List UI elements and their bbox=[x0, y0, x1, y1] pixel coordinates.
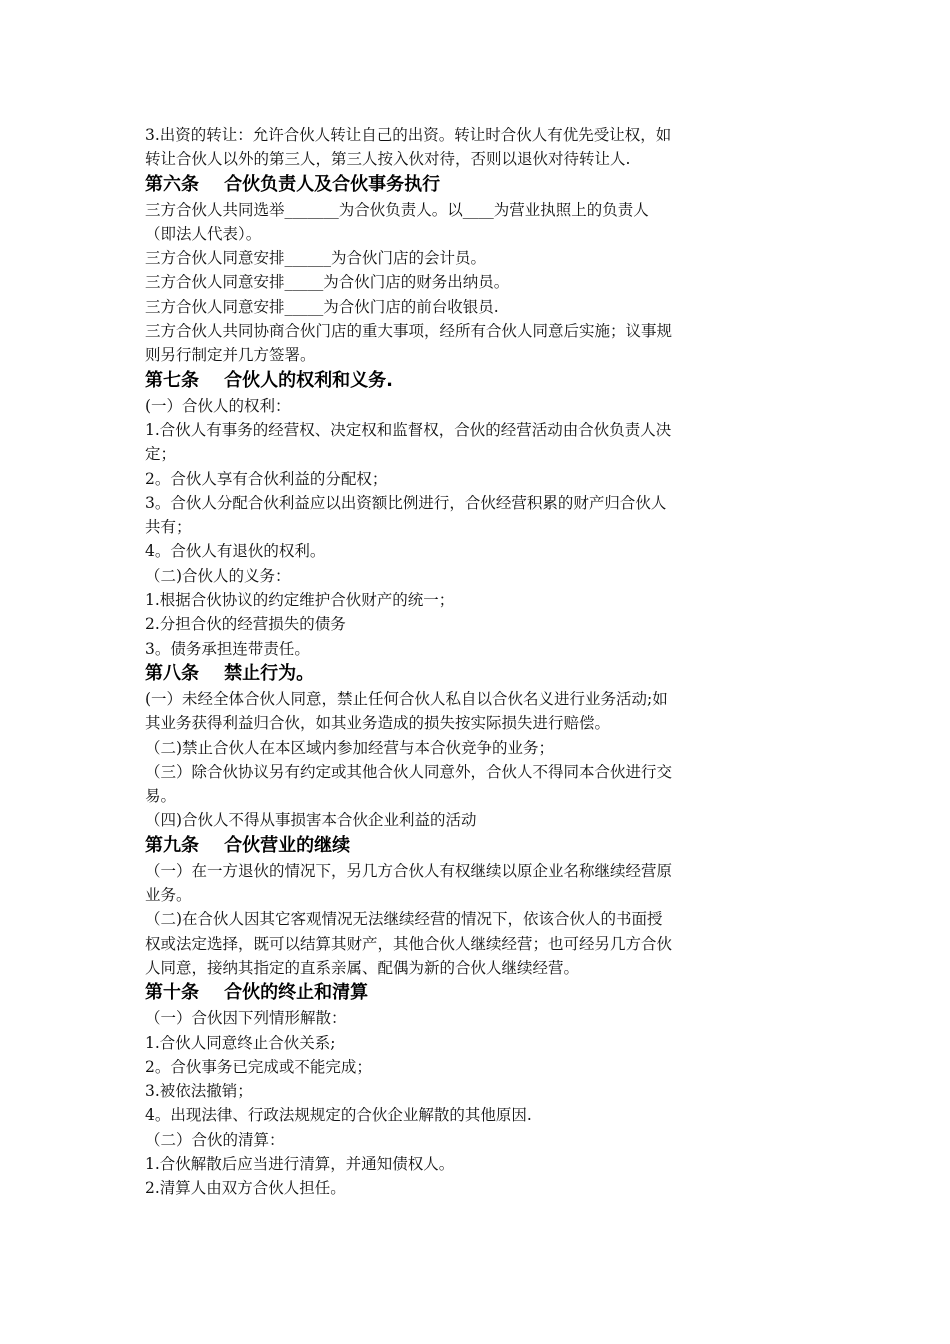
text-line: 2。合伙人享有合伙利益的分配权； bbox=[145, 469, 388, 488]
text-line: 3。合伙人分配合伙利益应以出资额比例进行，合伙经营积累的财产归合伙人 bbox=[145, 493, 667, 512]
text-line: 三方合伙人同意安排_____为合伙门店的财务出纳员。 bbox=[145, 273, 510, 292]
text-line: (一）合伙人的权利： bbox=[145, 396, 291, 415]
text-line: 三方合伙人同意安排_____为合伙门店的前台收银员. bbox=[145, 297, 499, 316]
text-line: 3。债务承担连带责任。 bbox=[145, 639, 310, 658]
section-heading: 第九条 合伙营业的继续 bbox=[145, 834, 351, 856]
text-line: 1.合伙人有事务的经营权、决定权和监督权，合伙的经营活动由合伙负责人决 bbox=[145, 420, 672, 439]
text-line: 2.清算人由双方合伙人担任。 bbox=[145, 1179, 346, 1198]
text-line: 其业务获得利益归合伙，如其业务造成的损失按实际损失进行赔偿。 bbox=[145, 714, 611, 733]
text-line: 业务。 bbox=[145, 886, 192, 905]
text-line: （二）合伙的清算： bbox=[145, 1130, 285, 1149]
text-line: 1.根据合伙协议的约定维护合伙财产的统一； bbox=[145, 591, 455, 610]
text-line: 1.合伙解散后应当进行清算，并通知债权人。 bbox=[145, 1154, 455, 1173]
text-line: 转让合伙人以外的第三人，第三人按入伙对待，否则以退伙对待转让人. bbox=[145, 150, 631, 169]
section-heading: 第八条 禁止行为。 bbox=[145, 662, 315, 684]
text-line: （三）除合伙协议另有约定或其他合伙人同意外，合伙人不得同本合伙进行交 bbox=[145, 762, 673, 781]
text-line: 3.被依法撤销； bbox=[145, 1082, 253, 1101]
text-line: 4。合伙人有退伙的权利。 bbox=[145, 542, 326, 561]
text-line: 三方合伙人共同选举_______为合伙负责人。以____为营业执照上的负责人 bbox=[145, 200, 649, 219]
section-heading: 第六条 合伙负责人及合伙事务执行 bbox=[145, 173, 441, 195]
text-line: 权或法定选择，既可以结算其财产，其他合伙人继续经营；也可经另几方合伙 bbox=[145, 934, 673, 953]
section-heading: 第十条 合伙的终止和清算 bbox=[145, 982, 369, 1004]
text-line: (一）未经全体合伙人同意，禁止任何合伙人私自以合伙名义进行业务活动;如 bbox=[145, 689, 668, 708]
text-line: 人同意，接纳其指定的直系亲属、配偶为新的合伙人继续经营。 bbox=[145, 958, 580, 977]
text-line: （一）在一方退伙的情况下，另几方合伙人有权继续以原企业名称继续经营原 bbox=[145, 861, 673, 880]
text-line: 3.出资的转让：允许合伙人转让自己的出资。转让时合伙人有优先受让权，如 bbox=[145, 126, 672, 144]
text-line: （二)禁止合伙人在本区域内参加经营与本合伙竞争的业务； bbox=[145, 738, 555, 757]
text-line: 易。 bbox=[145, 787, 177, 806]
text-line: 定； bbox=[145, 445, 177, 464]
text-line: 2。合伙事务已完成或不能完成； bbox=[145, 1057, 372, 1076]
text-line: 2.分担合伙的经营损失的债务 bbox=[145, 615, 346, 634]
text-line: （即法人代表）。 bbox=[145, 224, 262, 243]
text-line: （二)在合伙人因其它客观情况无法继续经营的情况下，依该合伙人的书面授 bbox=[145, 910, 663, 929]
section-heading: 第七条 合伙人的权利和义务. bbox=[145, 369, 393, 391]
text-line: 则另行制定并几方签署。 bbox=[145, 346, 316, 365]
text-line: 4。出现法律、行政法规规定的合伙企业解散的其他原因. bbox=[145, 1106, 532, 1125]
text-line: 三方合伙人同意安排______为合伙门店的会计员。 bbox=[145, 249, 487, 268]
text-line: 三方合伙人共同协商合伙门店的重大事项，经所有合伙人同意后实施；议事规 bbox=[145, 322, 673, 341]
document-body bbox=[145, 123, 810, 1201]
text-line: （四)合伙人不得从事损害本合伙企业利益的活动 bbox=[145, 811, 477, 830]
text-line: （一）合伙因下列情形解散： bbox=[145, 1009, 347, 1028]
text-line: （二)合伙人的义务： bbox=[145, 566, 291, 585]
text-line: 1.合伙人同意终止合伙关系; bbox=[145, 1033, 336, 1052]
text-line: 共有； bbox=[145, 518, 192, 537]
